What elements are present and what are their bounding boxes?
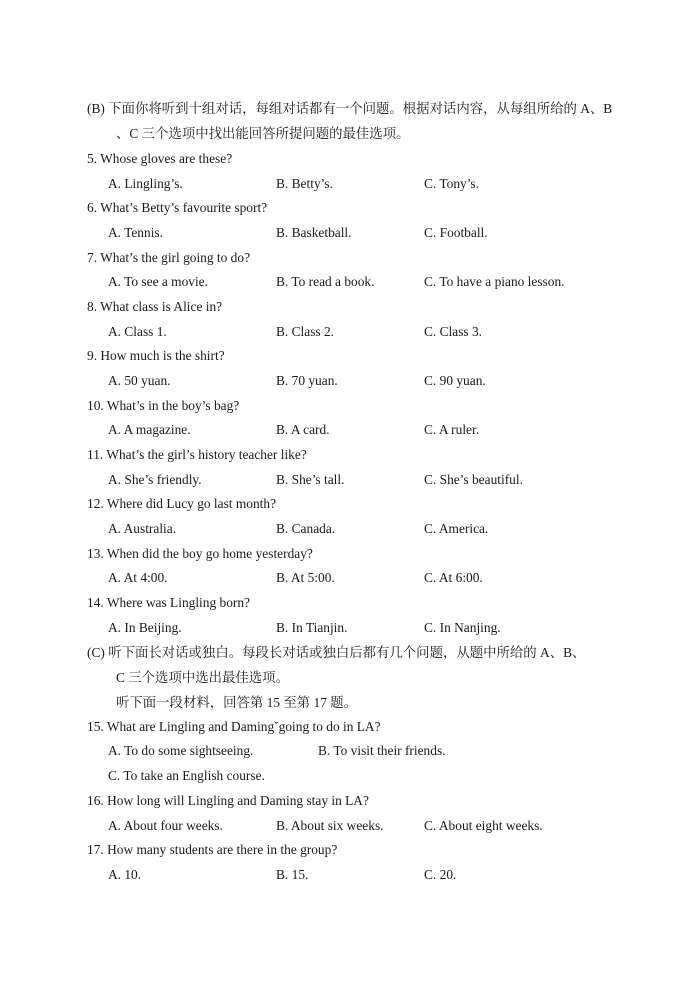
option-b: B. Betty’s. <box>276 176 333 191</box>
option-a: A. At 4:00. <box>108 570 168 585</box>
option-a: A. Australia. <box>108 521 177 536</box>
option-a: A. About four weeks. <box>108 818 223 833</box>
option-c: C. America. <box>424 521 489 536</box>
option-a: A. Tennis. <box>108 225 163 240</box>
option-b: B. She’s tall. <box>276 472 345 487</box>
option-c: C. At 6:00. <box>424 570 483 585</box>
option-c: C. Class 3. <box>424 324 483 339</box>
question-10: 10. What’s in the boy’s bag? <box>87 398 240 413</box>
question-9: 9. How much is the shirt? <box>87 348 225 363</box>
question-5: 5. Whose gloves are these? <box>87 151 233 166</box>
option-a: A. Class 1. <box>108 324 167 339</box>
section-b-instruction: (B) 下面你将听到十组对话，每组对话都有一个问题。根据对话内容，从每组所给的 A、B <box>87 101 613 116</box>
option-c: C. Football. <box>424 225 488 240</box>
option-a: A. To see a movie. <box>108 274 208 289</box>
listening-instruction: 听下面一段材料，回答第 15 至第 17 题。 <box>116 695 358 710</box>
option-a: A. In Beijing. <box>108 620 182 635</box>
section-c-instruction: (C) 听下面长对话或独白。每段长对话或独白后都有几个问题，从题中所给的 A、B、 <box>87 645 586 660</box>
question-12: 12. Where did Lucy go last month? <box>87 496 277 511</box>
question-6: 6. What’s Betty’s favourite sport? <box>87 200 268 215</box>
question-8: 8. What class is Alice in? <box>87 299 223 314</box>
option-c: C. A ruler. <box>424 422 480 437</box>
option-a: A. A magazine. <box>108 422 191 437</box>
option-b: B. 15. <box>276 867 309 882</box>
option-b: B. Basketball. <box>276 225 352 240</box>
option-c: C. She’s beautiful. <box>424 472 523 487</box>
option-b: B. In Tianjin. <box>276 620 348 635</box>
question-16: 16. How long will Lingling and Daming stay in LA? <box>87 793 369 808</box>
option-c: C. To have a piano lesson. <box>424 274 565 289</box>
question-7: 7. What’s the girl going to do? <box>87 250 251 265</box>
option-c: C. Tony’s. <box>424 176 479 191</box>
option-c: C. In Nanjing. <box>424 620 501 635</box>
option-b: B. About six weeks. <box>276 818 384 833</box>
option-a: A. She’s friendly. <box>108 472 202 487</box>
option-b: B. To visit their friends. <box>318 743 446 758</box>
option-a: A. Lingling’s. <box>108 176 183 191</box>
option-b: B. At 5:00. <box>276 570 335 585</box>
section-c-instruction-cont: C 三个选项中选出最佳选项。 <box>116 670 289 685</box>
option-b: B. A card. <box>276 422 330 437</box>
option-c: C. About eight weeks. <box>424 818 543 833</box>
question-15: 15. What are Lingling and Damingˇgoing to do in LA? <box>87 719 381 734</box>
question-11: 11. What’s the girl’s history teacher like? <box>87 447 307 462</box>
option-a: A. 50 yuan. <box>108 373 171 388</box>
option-b: B. 70 yuan. <box>276 373 338 388</box>
option-a: A. To do some sightseeing. <box>108 743 254 758</box>
option-b: B. Class 2. <box>276 324 335 339</box>
option-c: C. 20. <box>424 867 457 882</box>
section-b-instruction-cont: 、C 三个选项中找出能回答所提问题的最佳选项。 <box>116 126 410 141</box>
option-c: C. To take an English course. <box>108 768 265 783</box>
option-a: A. 10. <box>108 867 142 882</box>
question-14: 14. Where was Lingling born? <box>87 595 251 610</box>
option-c: C. 90 yuan. <box>424 373 486 388</box>
option-b: B. To read a book. <box>276 274 375 289</box>
question-13: 13. When did the boy go home yesterday? <box>87 546 313 561</box>
option-b: B. Canada. <box>276 521 336 536</box>
question-17: 17. How many students are there in the group? <box>87 842 338 857</box>
